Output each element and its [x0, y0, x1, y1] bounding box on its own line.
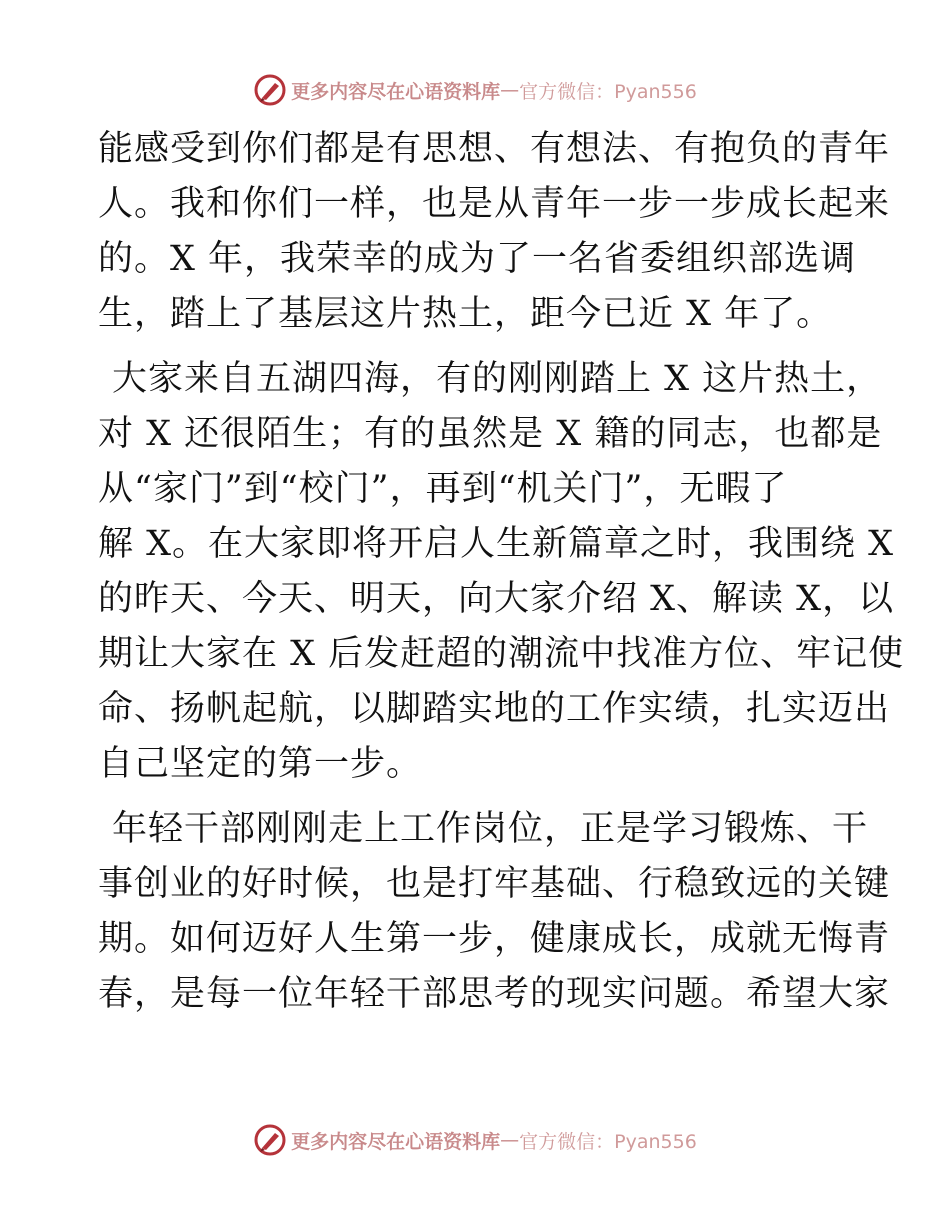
text-line: 期让大家在 X 后发赶超的潮流中找准方位、牢记使 [98, 634, 905, 674]
text-line: 对 X 还很陌生；有的虽然是 X 籍的同志，也都是 [98, 414, 883, 454]
text-line: 春，是每一位年轻干部思考的现实问题。希望大家 [98, 974, 891, 1014]
text-line: 命、扬帆起航，以脚踏实地的工作实绩，扎实迈出 [98, 689, 891, 729]
text-line: 期。如何迈好人生第一步，健康成长，成就无悔青 [98, 919, 891, 959]
text-line: 的。X 年，我荣幸的成为了一名省委组织部选调 [98, 239, 857, 279]
text-line: 从“家门”到“校门”，再到“机关门”，无暇了 [98, 469, 788, 509]
text-line: 能感受到你们都是有思想、有想法、有抱负的青年 [98, 129, 891, 169]
text-line: 大家来自五湖四海，有的刚刚踏上 X 这片热土， [112, 359, 883, 399]
document-body [98, 122, 905, 1022]
paragraph-2 [98, 352, 905, 792]
text-line: 的昨天、今天、明天，向大家介绍 X、解读 X，以 [98, 579, 895, 619]
paragraph-1 [98, 122, 891, 342]
text-line: 生，踏上了基层这片热土，距今已近 X 年了。 [98, 294, 833, 334]
banner-separator: — [500, 79, 520, 101]
banner-separator: — [500, 1129, 520, 1151]
banner-wechat: 官方微信：Pyan556 [519, 80, 697, 103]
paragraph-3 [98, 802, 891, 1022]
text-line: 解 X。在大家即将开启人生新篇章之时，我围绕 X [98, 524, 895, 564]
banner-wechat: 官方微信：Pyan556 [519, 1130, 697, 1153]
header-banner [0, 70, 950, 110]
banner-title: 更多内容尽在心语资料库 [291, 1130, 501, 1153]
footer-banner [0, 1120, 950, 1160]
text-line: 人。我和你们一样，也是从青年一步一步成长起来 [98, 184, 891, 224]
pen-logo-icon [253, 1123, 287, 1157]
pen-logo-icon [253, 73, 287, 107]
text-line: 自己坚定的第一步。 [98, 744, 423, 784]
banner-title: 更多内容尽在心语资料库 [291, 80, 501, 103]
text-line: 年轻干部刚刚走上工作岗位，正是学习锻炼、干 [112, 809, 869, 849]
text-line: 事创业的好时候，也是打牢基础、行稳致远的关键 [98, 864, 891, 904]
